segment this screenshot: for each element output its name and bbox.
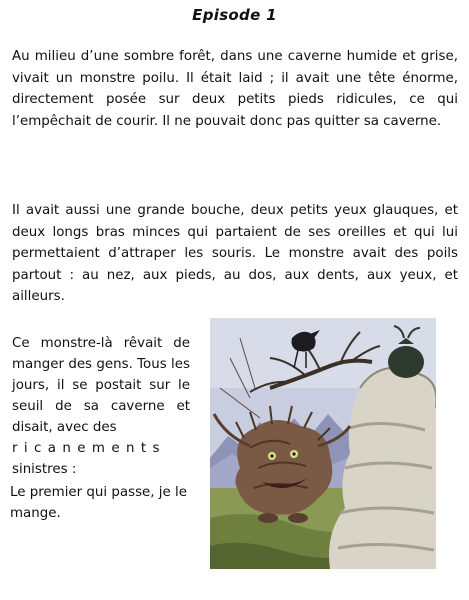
monster-foot-right	[288, 513, 308, 523]
paragraph-1: Au milieu d’une sombre forêt, dans une caverne humide et grise, vivait un monstre poilu. Il était laid ; il avait une tête énorme, directement posée sur deux petits pieds ridicules, ce qui l’empêchait de courir. Il ne pouvait donc pas quitter sa caverne.	[12, 49, 458, 129]
monster-pupil-left	[270, 454, 273, 457]
bag-shape	[388, 346, 424, 378]
side-text-spaced-word: ricanements	[12, 441, 166, 456]
monster-pupil-right	[292, 452, 295, 455]
illustration-svg	[210, 318, 436, 569]
side-text-after: sinistres :	[12, 462, 77, 477]
episode-title: Episode 1	[192, 6, 277, 24]
monster-foot-left	[258, 513, 278, 523]
monster-quote: Le premier qui passe, je le mange.	[10, 485, 187, 521]
side-text-column	[12, 333, 190, 524]
paragraph-2: Il avait aussi une grande bouche, deux petits yeux glauques, et deux longs bras minces qui partaient de ses oreilles et qui lui permettaient d’attraper les souris. Le monstre avait des poils partout : au nez, aux pieds, au dos, aux dents, aux yeux, et ailleurs.	[12, 203, 458, 304]
monster-illustration	[210, 318, 436, 569]
side-text-main: Ce monstre-là rêvait de manger des gens. Tous les jours, il se postait sur le seuil de sa caverne et disait, avec des	[12, 336, 190, 435]
